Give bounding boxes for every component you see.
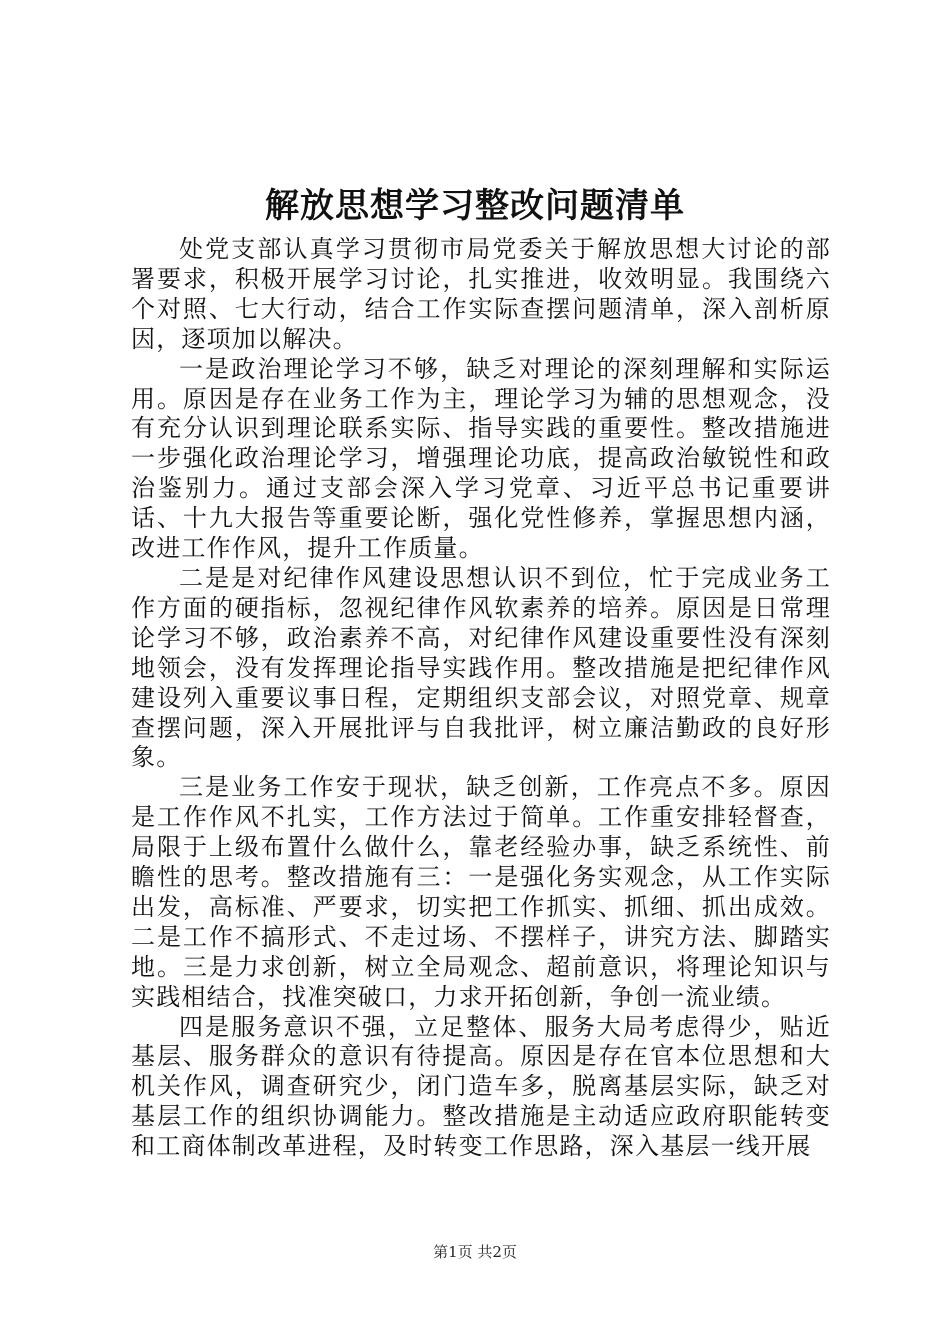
document-body bbox=[131, 235, 831, 1162]
paragraph-item-2: 二是是对纪律作风建设思想认识不到位，忙于完成业务工作方面的硬指标，忽视纪律作风软素养的培养。原因是日常理论学习不够，政治素养不高，对纪律作风建设重要性没有深刻地领会，没有发挥理论指导实践作用。整改措施是把纪律作风建设列入重要议事日程，定期组织支部会议，对照党章、规章查摆问题，深入开展批评与自我批评，树立廉洁勤政的良好形象。 bbox=[131, 563, 831, 772]
paragraph-intro: 处党支部认真学习贯彻市局党委关于解放思想大讨论的部署要求，积极开展学习讨论，扎实推进，收效明显。我围绕六个对照、七大行动，结合工作实际查摆问题清单，深入剖析原因，逐项加以解决。 bbox=[131, 235, 831, 353]
document-title: 解放思想学习整改问题清单 bbox=[265, 186, 685, 226]
paragraph-item-3: 三是业务工作安于现状，缺乏创新，工作亮点不多。原因是工作作风不扎实，工作方法过于简单。工作重安排轻督查，局限于上级布置什么做什么，靠老经验办事，缺乏系统性、前瞻性的思考。整改措施有三：一是强化务实观念，从工作实际出发，高标准、严要求，切实把工作抓实、抓细、抓出成效。二是工作不搞形式、不走过场、不摆样子，讲究方法、脚踏实地。三是力求创新，树立全局观念、超前意识，将理论知识与实践相结合，找准突破口，力求开拓创新，争创一流业绩。 bbox=[131, 773, 831, 1011]
paragraph-item-4: 四是服务意识不强，立足整体、服务大局考虑得少，贴近基层、服务群众的意识有待提高。原因是存在官本位思想和大机关作风，调查研究少，闭门造车多，脱离基层实际，缺乏对基层工作的组织协调能力。整改措施是主动适应政府职能转变和工商体制改革进程，及时转变工作思路，深入基层一线开展 bbox=[131, 1012, 831, 1161]
paragraph-item-1: 一是政治理论学习不够，缺乏对理论的深刻理解和实际运用。原因是存在业务工作为主，理论学习为辅的思想观念，没有充分认识到理论联系实际、指导实践的重要性。整改措施进一步强化政治理论学习，增强理论功底，提高政治敏锐性和政治鉴别力。通过支部会深入学习党章、习近平总书记重要讲话、十九大报告等重要论断，强化党性修养，掌握思想内涵，改进工作作风，提升工作质量。 bbox=[131, 354, 831, 563]
page-footer: 第1页 共2页 bbox=[433, 1243, 517, 1261]
